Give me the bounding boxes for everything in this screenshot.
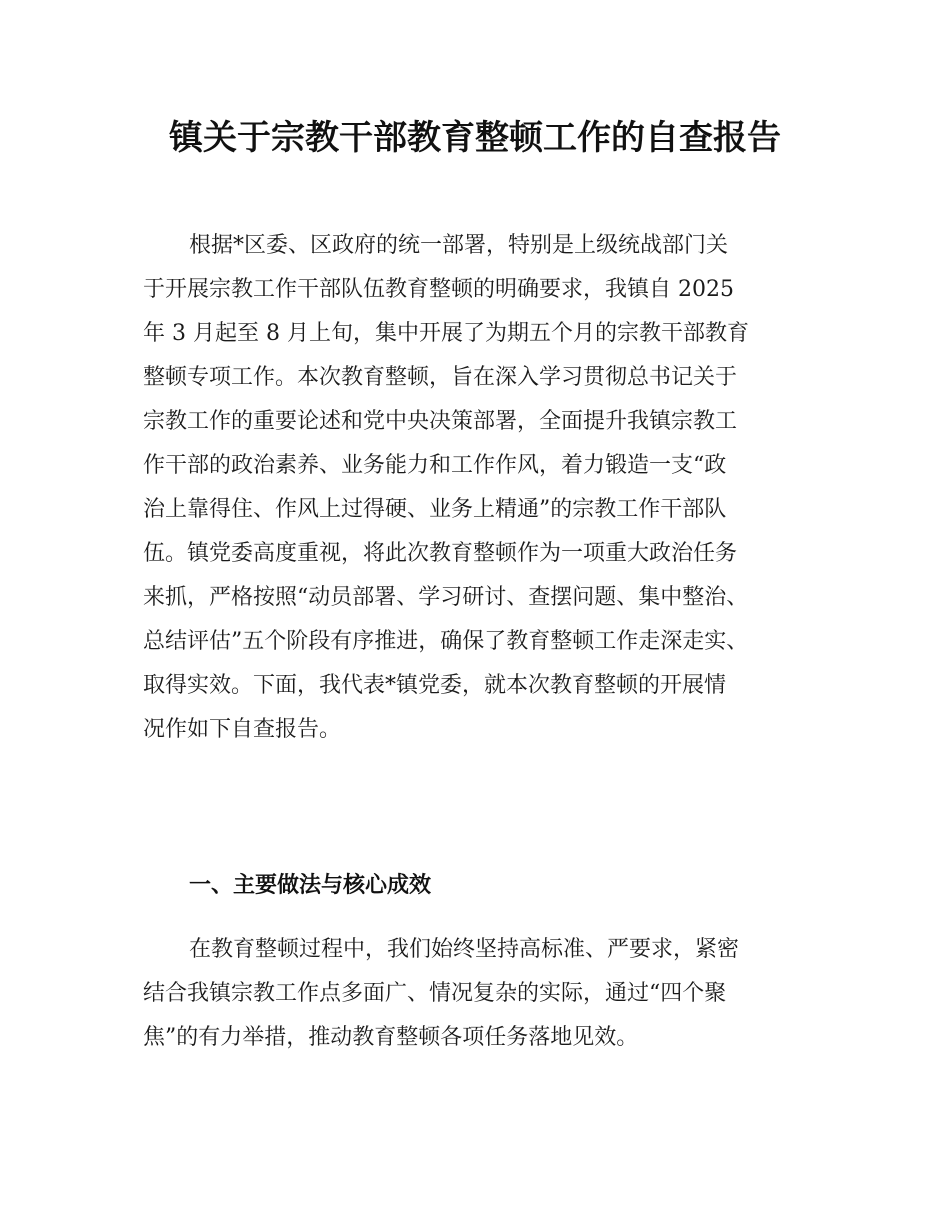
section1-paragraph bbox=[143, 928, 833, 1060]
text-line: 伍。镇党委高度重视，将此次教育整顿作为一项重大政治任务 bbox=[143, 541, 738, 566]
text-line: 取得实效。下面，我代表*镇党委，就本次教育整顿的开展情 bbox=[143, 673, 727, 698]
text-line: 况作如下自查报告。 bbox=[143, 717, 342, 742]
text-line: 于开展宗教工作干部队伍教育整顿的明确要求，我镇自 2025 bbox=[143, 277, 734, 302]
section-heading: 一、主要做法与核心成效 bbox=[189, 873, 432, 898]
text-line: 年 3 月起至 8 月上旬，集中开展了为期五个月的宗教干部教育 bbox=[143, 321, 749, 346]
text-line: 整顿专项工作。本次教育整顿，旨在深入学习贯彻总书记关于 bbox=[143, 365, 738, 390]
text-line: 宗教工作的重要论述和党中央决策部署，全面提升我镇宗教工 bbox=[143, 409, 738, 434]
text-line: 总结评估”五个阶段有序推进，确保了教育整顿工作走深走实、 bbox=[143, 629, 749, 654]
text-line: 结合我镇宗教工作点多面广、情况复杂的实际，通过“四个聚 bbox=[143, 981, 727, 1006]
text-line: 根据*区委、区政府的统一部署，特别是上级统战部门关 bbox=[189, 233, 729, 258]
text-line: 来抓，严格按照“动员部署、学习研讨、查摆问题、集中整治、 bbox=[143, 585, 749, 610]
text-line: 治上靠得住、作风上过得硬、业务上精通”的宗教工作干部队 bbox=[143, 497, 727, 522]
document-title: 镇关于宗教干部教育整顿工作的自查报告 bbox=[169, 118, 781, 158]
text-line: 在教育整顿过程中，我们始终坚持高标准、严要求，紧密 bbox=[189, 937, 740, 962]
text-line: 作干部的政治素养、业务能力和工作作风，着力锻造一支“政 bbox=[143, 453, 727, 478]
intro-paragraph bbox=[143, 224, 833, 752]
text-line: 焦”的有力举措，推动教育整顿各项任务落地见效。 bbox=[143, 1025, 639, 1050]
